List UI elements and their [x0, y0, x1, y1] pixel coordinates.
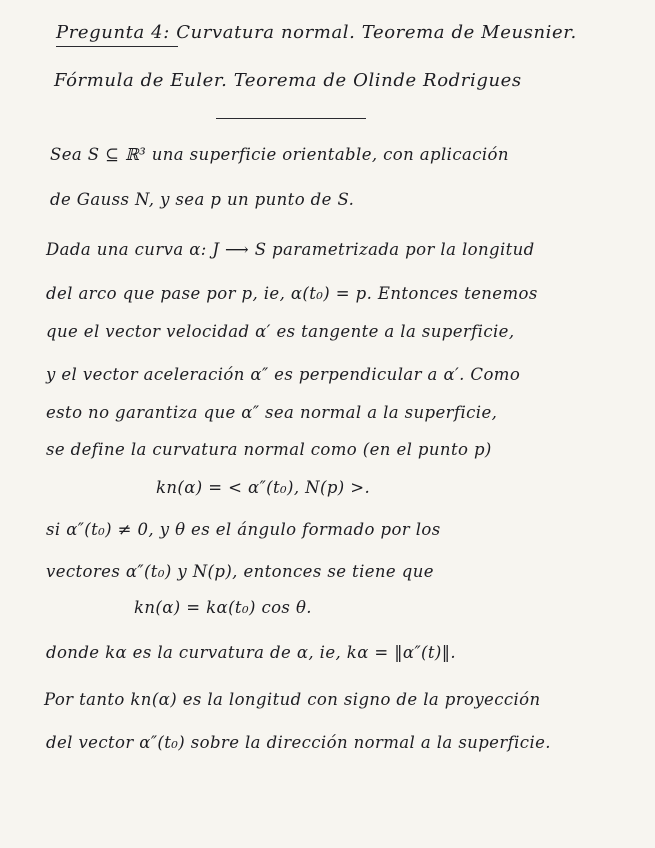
text-line: vectores α″(t₀) y N(p), entonces se tiene que [46, 562, 434, 581]
text-line: de Gauss N, y sea p un punto de S. [50, 190, 355, 209]
text-line: que el vector velocidad α′ es tangente a la superficie, [46, 322, 515, 341]
text-line: si α″(t₀) ≠ 0, y θ es el ángulo formado por los [46, 520, 441, 539]
text-line: del vector α″(t₀) sobre la dirección normal a la superficie. [46, 733, 551, 752]
title-underline [56, 46, 178, 47]
text-line: del arco que pase por p, ie, α(t₀) = p. Entonces tenemos [46, 284, 538, 303]
text-line: donde kα es la curvatura de α, ie, kα = ‖α″(t)‖. [46, 643, 457, 662]
separator-rule [216, 118, 366, 119]
formula-normal-curvature: kn(α) = < α″(t₀), N(p) >. [156, 478, 371, 497]
text-line: esto no garantiza que α″ sea normal a la superficie, [46, 403, 498, 422]
text-line: Por tanto kn(α) es la longitud con signo de la proyección [44, 690, 541, 709]
formula-meusnier: kn(α) = kα(t₀) cos θ. [134, 598, 312, 617]
text-line: Sea S ⊆ ℝ³ una superficie orientable, con aplicación [50, 145, 509, 164]
title-line-2: Fórmula de Euler. Teorema de Olinde Rodrigues [54, 70, 522, 91]
text-line: se define la curvatura normal como (en el punto p) [46, 440, 492, 459]
text-line: Dada una curva α: J ⟶ S parametrizada por la longitud [46, 240, 535, 259]
text-line: y el vector aceleración α″ es perpendicular a α′. Como [46, 365, 521, 384]
title-line-1: Pregunta 4: Curvatura normal. Teorema de Meusnier. [56, 22, 577, 43]
